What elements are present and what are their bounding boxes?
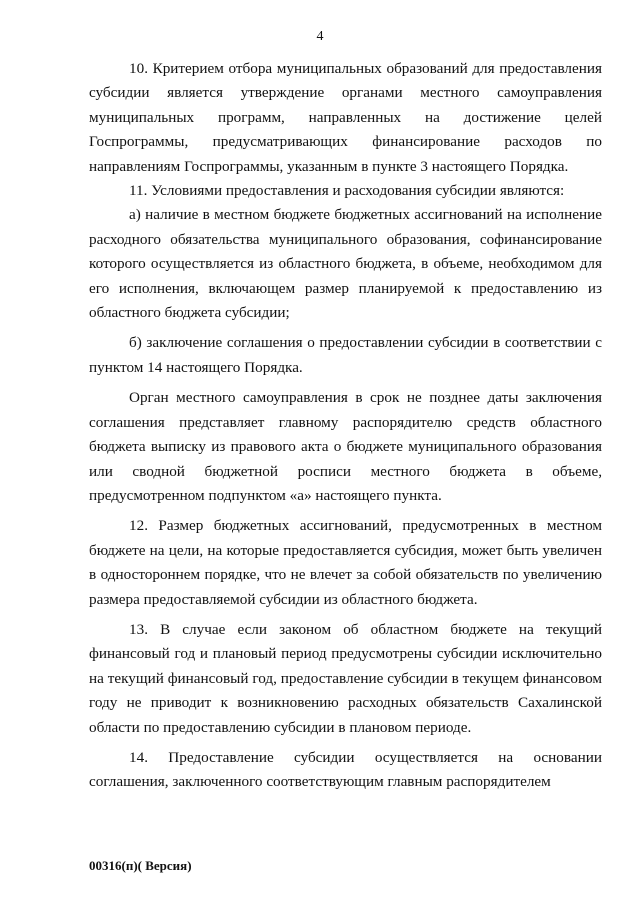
paragraph-12: 12. Размер бюджетных ассигнований, предусмотренных в местном бюджете на цели, на которые предоставляется субсидия, может быть увеличен в одностороннем порядке, что не влечет за собой обязательств по увеличению размера предоставляемой субсидии из областного бюджета. [89,517,602,608]
document-body [89,57,602,795]
paragraph-11: 11. Условиями предоставления и расходования субсидии являются: [129,182,565,200]
paragraph-10: 10. Критерием отбора муниципальных образований для предоставления субсидии является утверждение органами местного самоуправления муниципальных программ, направленных на достижение целей Госпрограммы, предусматривающих финансирование расходов по направлениям Госпрограммы, указанным в пункте 3 настоящего Порядка. [89,60,602,175]
paragraph-14: 14. Предоставление субсидии осуществляется на основании соглашения, заключенного соответствующим главным распорядителем [89,748,602,791]
paragraph-11-b: б) заключение соглашения о предоставлении субсидии в соответствии с пунктом 14 настоящего Порядка. [89,334,602,376]
paragraph-11-a: а) наличие в местном бюджете бюджетных ассигнований на исполнение расходного обязательства муниципального образования, софинансирование которого осуществляется из областного бюджета, в объеме, необходимом для его исполнения, включающем размер планируемой к предоставлению из областного бюджета субсидии; [89,206,602,322]
document-code: 00316(п)( Версия) [89,858,192,873]
paragraph-11-note: Орган местного самоуправления в срок не позднее даты заключения соглашения представляет главному распорядителю средств областного бюджета выписку из правового акта о бюджете муниципального образования или сводной бюджетной росписи местного бюджета в объеме, предусмотренном подпунктом «а» настоящего пункта. [89,389,602,504]
paragraph-13: 13. В случае если законом об областном бюджете на текущий финансовый год и плановый период предусмотрены субсидии исключительно на текущий финансовый год, предоставление субсидии в текущем финансовом году не приводит к возникновению расходных обязательств Сахалинской области по предоставлению субсидии в плановом периоде. [89,620,602,736]
page-number: 4 [316,29,324,44]
